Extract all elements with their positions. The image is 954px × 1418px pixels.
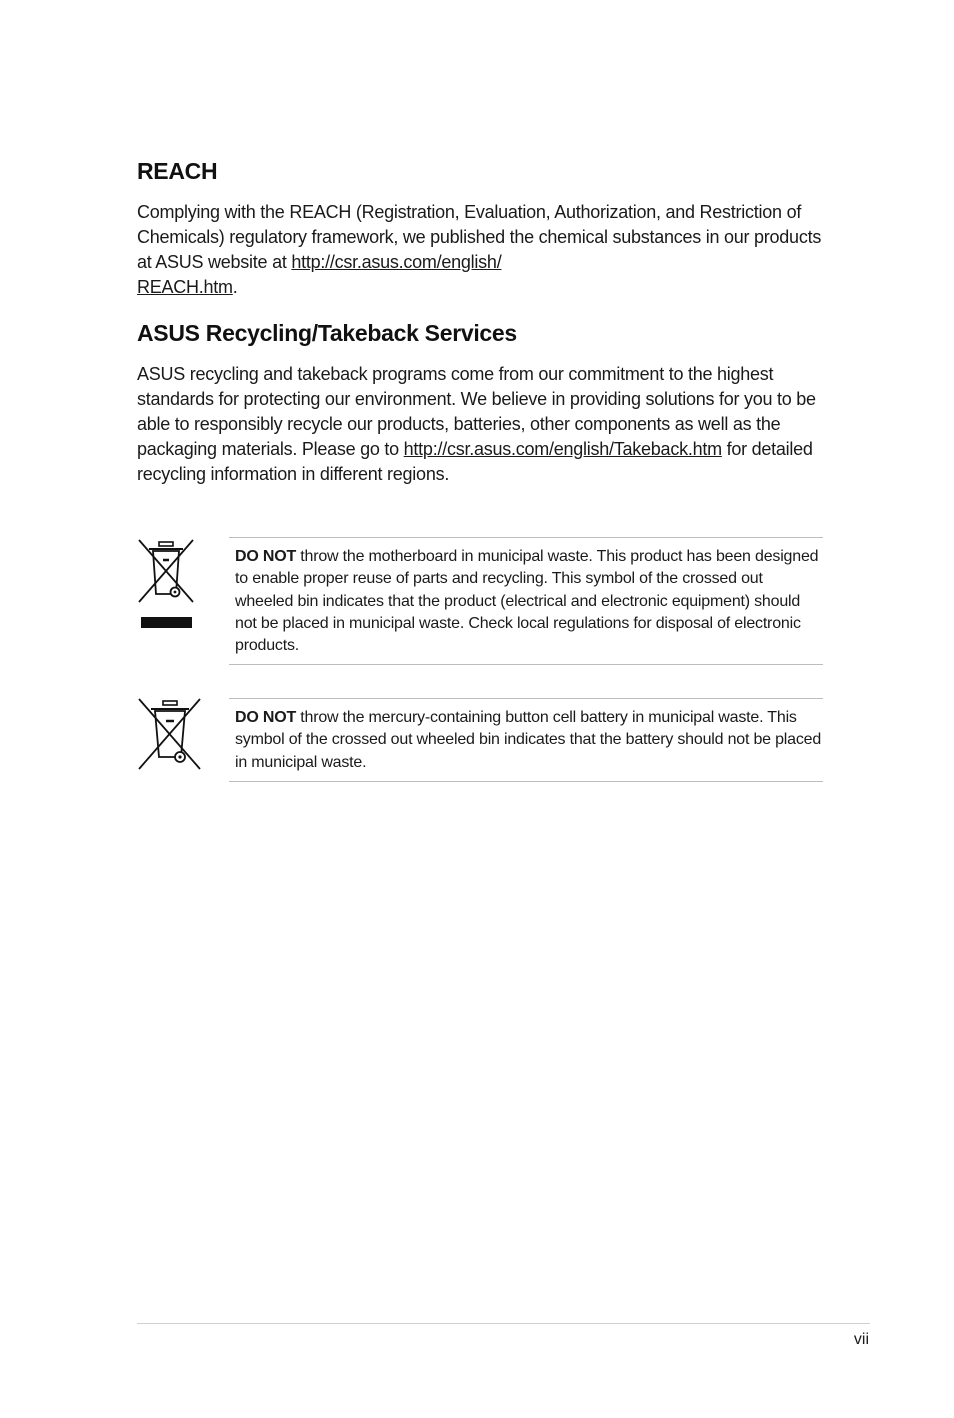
notice-motherboard	[229, 537, 823, 665]
recycling-body-text: ASUS recycling and takeback programs come from our commitment to the highest standards for protecting our environment. We believe in providing solutions for you to be able to responsibly recycle our products, batteries, other components as well as the packaging materials. Please go to	[137, 364, 816, 459]
reach-body-end: .	[232, 277, 238, 297]
takeback-link[interactable]: http://csr.asus.com/english/Takeback.htm	[403, 439, 722, 459]
reach-link-part1: http://csr.asus.com/english/	[291, 252, 502, 272]
reach-body-text: Complying with the REACH (Registration, Evaluation, Authorization, and Restriction of Chemicals) regulatory framework, we published the chemical substances in our products at ASUS website at	[137, 202, 822, 272]
notice-battery	[229, 698, 823, 782]
recycling-paragraph	[137, 362, 827, 487]
crossed-wheeled-bin-with-bar-icon	[137, 538, 197, 635]
page-number: vii	[853, 1331, 869, 1348]
reach-paragraph	[137, 200, 827, 300]
reach-heading: REACH	[137, 158, 218, 184]
notice-motherboard-lead: DO NOT	[235, 548, 297, 565]
recycling-body-end: for detailed recycling information in different regions.	[137, 439, 813, 484]
recycling-heading: ASUS Recycling/Takeback Services	[137, 320, 517, 346]
crossed-wheeled-bin-icon	[137, 697, 203, 777]
footer-divider	[137, 1323, 870, 1324]
reach-link-part2: REACH.htm	[137, 277, 233, 297]
notice-battery-lead: DO NOT	[235, 709, 297, 726]
notice-motherboard-text: throw the motherboard in municipal waste. This product has been designed to enable proper reuse of parts and recycling. This symbol of the crossed out wheeled bin indicates that the product (electrical and electronic equipment) should not be placed in municipal waste. Check local regulations for disposal of electronic products.	[235, 548, 819, 655]
notice-battery-text: throw the mercury-containing button cell battery in municipal waste. This symbol of the crossed out wheeled bin indicates that the battery should not be placed in municipal waste.	[235, 709, 822, 771]
